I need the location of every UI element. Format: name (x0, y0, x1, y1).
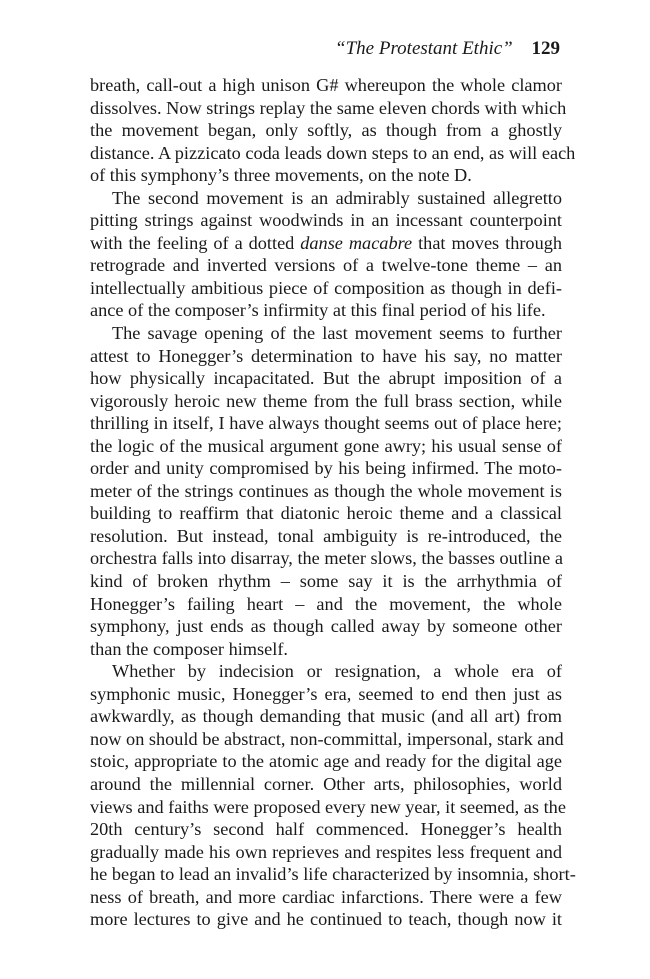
text-line: dissolves. Now strings replay the same eleven chords with which (90, 97, 567, 118)
text-line: gradually made his own reprieves and respites less frequent and (90, 841, 562, 862)
text-line: more lectures to give and he continued to teach, though now it (90, 909, 562, 930)
text-line: The savage opening of the last movement seems to further (112, 323, 562, 344)
text-line: how physically incapacitated. But the abrupt imposition of a (90, 368, 562, 389)
running-title: “The Protestant Ethic” (335, 38, 513, 59)
text-line: ance of the composer’s infirmity at this final period of his life. (90, 300, 546, 321)
text-line: Honegger’s failing heart – and the movement, the whole (90, 593, 562, 614)
text-line: orchestra falls into disarray, the meter slows, the basses outline a (90, 548, 563, 569)
text-line: kind of broken rhythm – some say it is the arrhythmia of (90, 571, 562, 592)
text-line: views and faiths were proposed every new year, it seemed, as the (90, 796, 566, 817)
text-line: the logic of the musical argument gone awry; his usual sense of (90, 435, 562, 456)
text-line: symphony, just ends as though called away by someone other (90, 616, 562, 637)
text-line: with the feeling of a dotted danse macabre that moves through (90, 232, 562, 253)
text-line: order and unity compromised by his being infirmed. The moto- (90, 458, 562, 479)
text-line: ness of breath, and more cardiac infarctions. There were a few (90, 886, 562, 907)
text-line: intellectually ambitious piece of composition as though in defi- (90, 277, 562, 298)
text-line: of this symphony’s three movements, on the note D. (90, 165, 472, 186)
text-line: around the millennial corner. Other arts, philosophies, world (90, 773, 562, 794)
text-line: the movement began, only softly, as though from a ghostly (90, 120, 562, 141)
text-line: stoic, appropriate to the atomic age and ready for the digital age (90, 751, 562, 772)
text-line: distance. A pizzicato coda leads down steps to an end, as will each (90, 142, 576, 163)
text-line: meter of the strings continues as though the whole movement is (90, 480, 562, 501)
text-line: pitting strings against woodwinds in an incessant counterpoint (90, 210, 562, 231)
text-line: he began to lead an invalid’s life characterized by insomnia, short- (90, 864, 576, 885)
italic-phrase: danse macabre (300, 232, 413, 253)
text-line: Whether by indecision or resignation, a whole era of (112, 661, 562, 682)
text-line: than the composer himself. (90, 638, 288, 659)
text-line: retrograde and inverted versions of a twelve-tone theme – an (90, 255, 562, 276)
page-number: 129 (531, 38, 560, 59)
text-line: The second movement is an admirably sustained allegretto (112, 187, 562, 208)
text-line: vigorously heroic new theme from the full brass section, while (90, 390, 562, 411)
text-line: now on should be abstract, non-committal, impersonal, stark and (90, 728, 564, 749)
body-text (90, 74, 576, 931)
text-line: symphonic music, Honegger’s era, seemed to end then just as (90, 683, 562, 704)
running-head (335, 37, 560, 61)
text-line: thrilling in itself, I have always thought seems out of place here; (90, 413, 562, 434)
text-line: 20th century’s second half commenced. Honegger’s health (90, 819, 562, 840)
text-line: building to reaffirm that diatonic heroic theme and a classical (90, 503, 562, 524)
text-line: attest to Honegger’s determination to have his say, no matter (90, 345, 562, 366)
text-line: breath, call-out a high unison G# whereupon the whole clamor (90, 75, 562, 95)
text-line: awkwardly, as though demanding that music (and all art) from (90, 706, 562, 727)
text-line: resolution. But instead, tonal ambiguity is re-introduced, the (90, 525, 562, 546)
